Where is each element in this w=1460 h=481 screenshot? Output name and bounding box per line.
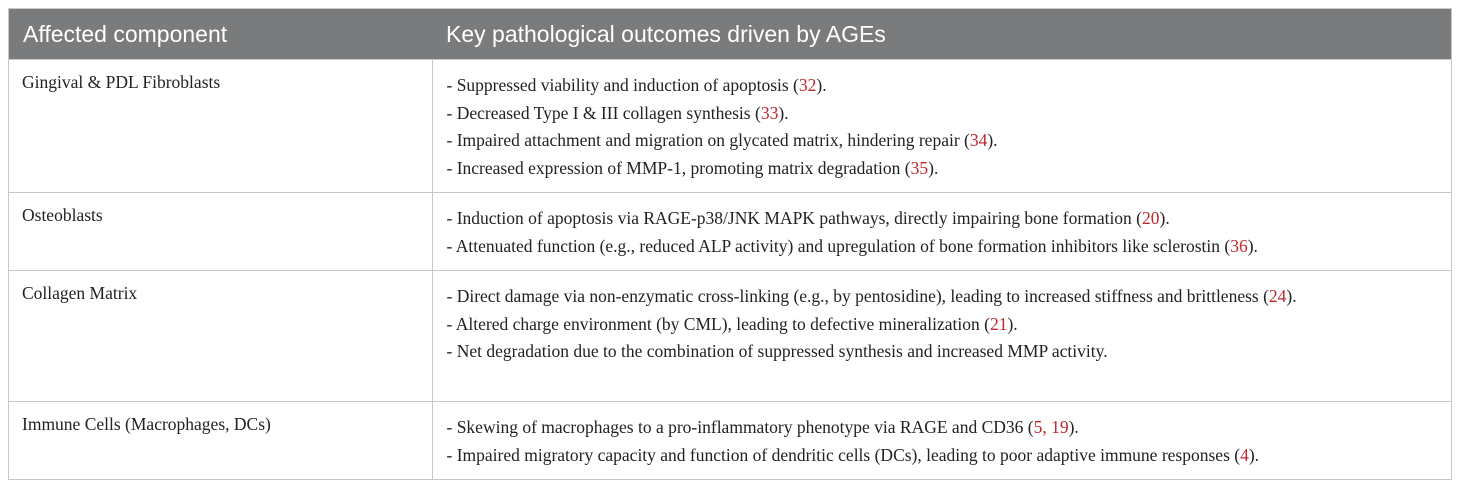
- header-key-outcomes: Key pathological outcomes driven by AGEs: [446, 20, 886, 47]
- outcome-line: [447, 338, 1432, 366]
- outcome-line: [447, 205, 1432, 233]
- outcome-text: - Decreased Type I & III collagen synthesis (: [446, 102, 761, 123]
- outcome-tail: ).: [1286, 286, 1297, 306]
- outcome-text: - Induction of apoptosis via RAGE-p38/JNK MAPK pathways, directly impairing bone formation (: [446, 208, 1143, 228]
- outcome-line: [447, 414, 1432, 442]
- citation-link[interactable]: 32: [798, 75, 817, 95]
- outcomes-cell: [432, 271, 1452, 402]
- outcome-text: - Impaired attachment and migration on glycated matrix, hindering repair (: [446, 130, 970, 150]
- outcome-tail: ).: [778, 102, 789, 123]
- outcome-line: [447, 72, 1432, 100]
- outcome-text: - Altered charge environment (by CML), leading to defective mineralization (: [446, 313, 990, 334]
- table-header: [9, 9, 1452, 60]
- outcome-tail: ).: [1247, 235, 1258, 256]
- outcome-line: [447, 127, 1432, 155]
- outcome-line: [447, 233, 1432, 261]
- table-row: [9, 271, 1452, 402]
- outcome-text: - Direct damage via non-enzymatic cross-linking (e.g., by pentosidine), leading to increased stiffness and brittleness (: [446, 286, 1269, 306]
- component-cell: Osteoblasts: [9, 193, 433, 271]
- citation-link[interactable]: 36: [1230, 235, 1248, 256]
- citation-link[interactable]: 33: [760, 102, 779, 123]
- outcome-tail: ).: [816, 75, 827, 95]
- component-cell: Immune Cells (Macrophages, DCs): [9, 402, 433, 480]
- citation-link[interactable]: 5, 19: [1033, 417, 1069, 437]
- outcome-text: - Impaired migratory capacity and function of dendritic cells (DCs), leading to poor adaptive immune responses (: [446, 444, 1241, 465]
- outcome-line: [447, 442, 1432, 470]
- citation-link[interactable]: 34: [969, 130, 988, 150]
- component-cell: Gingival & PDL Fibroblasts: [9, 60, 433, 193]
- outcome-tail: ).: [1248, 444, 1260, 465]
- citation-link[interactable]: 24: [1268, 286, 1287, 306]
- outcome-line: [447, 155, 1432, 183]
- outcome-tail: ).: [928, 157, 939, 178]
- citation-link[interactable]: 4: [1240, 444, 1249, 465]
- table-row: [9, 60, 1452, 193]
- outcomes-cell: [432, 193, 1452, 271]
- outcome-tail: ).: [1007, 313, 1018, 334]
- outcome-line: [447, 283, 1432, 311]
- outcome-text: - Suppressed viability and induction of apoptosis (: [446, 75, 799, 95]
- outcome-tail: ).: [1068, 417, 1079, 437]
- table-row: [9, 193, 1452, 271]
- outcome-text: - Attenuated function (e.g., reduced ALP activity) and upregulation of bone formation inhibitors like sclerostin (: [446, 235, 1231, 256]
- outcomes-cell: [432, 402, 1452, 480]
- outcome-text: - Skewing of macrophages to a pro-inflammatory phenotype via RAGE and CD36 (: [446, 417, 1034, 437]
- outcome-text: - Increased expression of MMP-1, promoting matrix degradation (: [446, 157, 911, 178]
- citation-link[interactable]: 35: [910, 157, 929, 178]
- outcome-line: [447, 311, 1432, 339]
- pathology-table: [8, 8, 1452, 480]
- outcome-text: - Net degradation due to the combination of suppressed synthesis and increased MMP activity.: [446, 341, 1108, 361]
- citation-link[interactable]: 21: [989, 313, 1008, 334]
- table-row: [9, 402, 1452, 480]
- outcomes-cell: [432, 60, 1452, 193]
- header-affected-component: Affected component: [23, 20, 228, 47]
- component-cell: Collagen Matrix: [9, 271, 433, 402]
- citation-link[interactable]: 20: [1142, 208, 1160, 228]
- outcome-line: [447, 100, 1432, 128]
- outcome-tail: ).: [987, 130, 998, 150]
- outcome-tail: ).: [1159, 208, 1170, 228]
